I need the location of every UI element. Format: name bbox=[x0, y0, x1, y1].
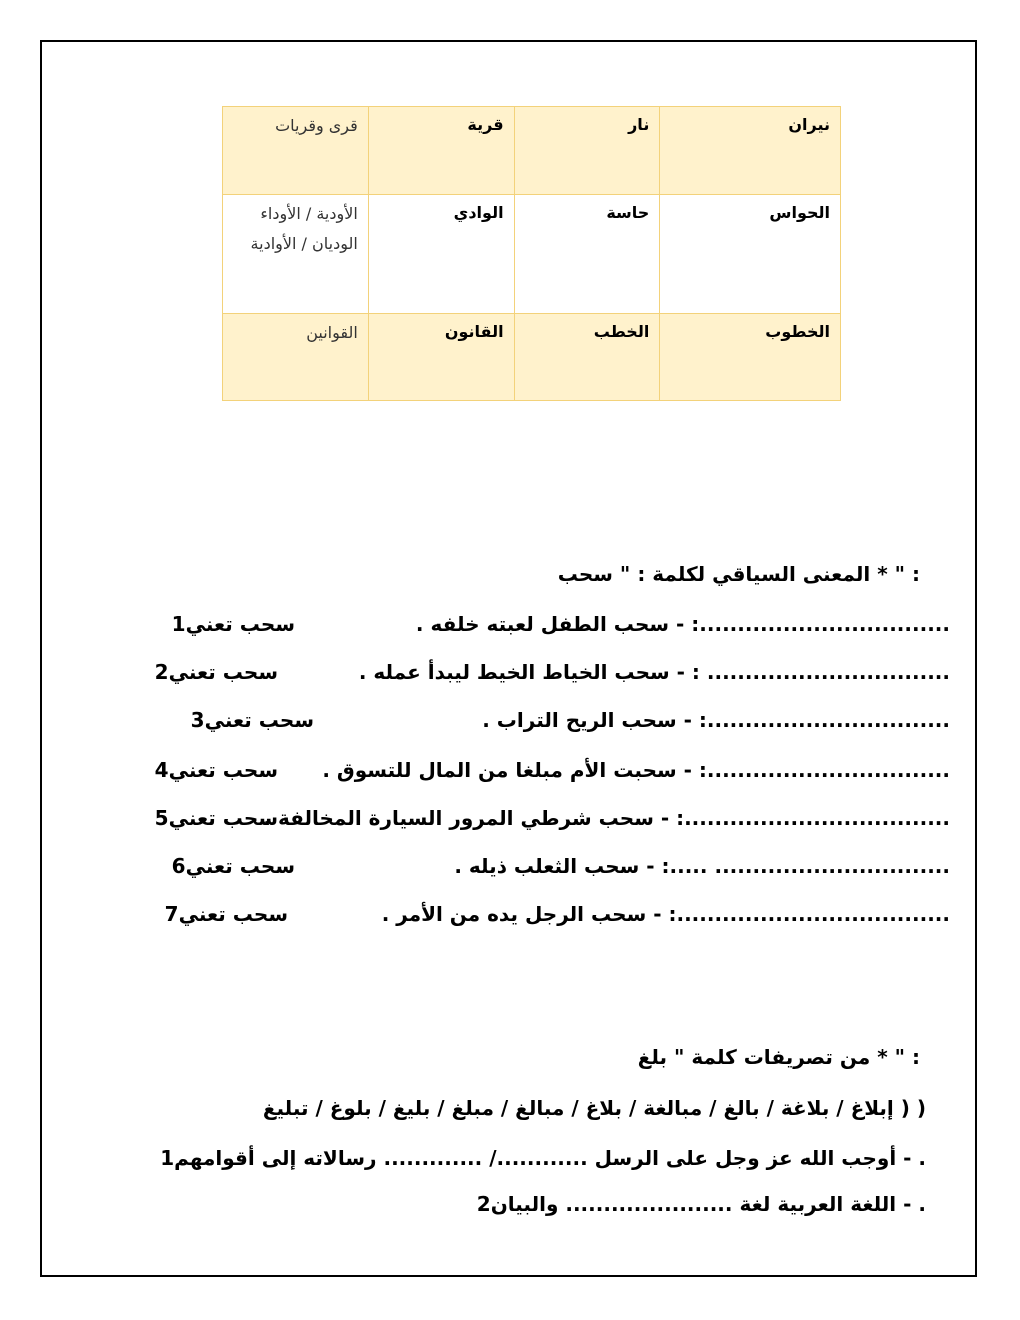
section1-heading: : " * المعنى السياقي لكلمة : " سحب bbox=[557, 562, 920, 586]
table-cell: نار bbox=[514, 107, 660, 195]
exercise-answer: سحب تعني5 bbox=[154, 806, 278, 830]
exercise-line: ....................................: - سحب الرجل يده من الأمر . bbox=[381, 902, 950, 926]
table-cell: نيران bbox=[660, 107, 841, 195]
exercise-line: ............................... .....: - سحب الثعلب ذيله . bbox=[454, 854, 950, 878]
section2-heading: : " * من تصريفات كلمة " بلغ bbox=[637, 1045, 920, 1069]
table-cell bbox=[223, 195, 369, 314]
table-cell: الوادي bbox=[368, 195, 514, 314]
sentence-1: . - أوجب الله عز وجل على الرسل ............/ ............. رسالاته إلى أقوامهم1 bbox=[160, 1146, 926, 1170]
table-row bbox=[223, 314, 841, 401]
table-row bbox=[223, 195, 841, 314]
exercise-line: ................................ : - سحب الخياط الخيط ليبدأ عمله . bbox=[358, 660, 950, 684]
exercise-answer: سحب تعني6 bbox=[171, 854, 295, 878]
exercise-line: .................................: - سحب الطفل لعبته خلفه . bbox=[415, 612, 950, 636]
exercise-answer: سحب تعني1 bbox=[171, 612, 295, 636]
table-cell: الخطب bbox=[514, 314, 660, 401]
table-cell: الحواس bbox=[660, 195, 841, 314]
exercise-answer: سحب تعني4 bbox=[154, 758, 278, 782]
exercise-answer: سحب تعني3 bbox=[190, 708, 314, 732]
table-cell: قرية bbox=[368, 107, 514, 195]
table-cell: القانون bbox=[368, 314, 514, 401]
exercise-answer: سحب تعني2 bbox=[154, 660, 278, 684]
plural-line-1: الأودية / الأوداء bbox=[260, 204, 358, 223]
exercise-line: ................................: - سحبت الأم مبلغا من المال للتسوق . bbox=[322, 758, 950, 782]
table-cell: الخطوب bbox=[660, 314, 841, 401]
table-cell: حاسة bbox=[514, 195, 660, 314]
table-cell: القوانين bbox=[223, 314, 369, 401]
exercise-line: ................................: - سحب الريح التراب . bbox=[482, 708, 950, 732]
word-forms-table bbox=[222, 106, 841, 401]
exercise-line: ...................................: - سحب شرطي المرور السيارة المخالفة . bbox=[263, 806, 950, 830]
table-cell: قرى وقريات bbox=[223, 107, 369, 195]
plural-line-2: الوديان / الأوادية bbox=[250, 234, 358, 253]
word-options: ( ( إبلاغ / بلاغة / بالغ / مبالغة / بلاغ / مبالغ / مبلغ / بليغ / بلوغ / تبليغ bbox=[262, 1096, 926, 1120]
exercise-answer: سحب تعني7 bbox=[164, 902, 288, 926]
sentence-2: . - اللغة العربية لغة ...................... والبيان2 bbox=[476, 1192, 926, 1216]
table-row bbox=[223, 107, 841, 195]
